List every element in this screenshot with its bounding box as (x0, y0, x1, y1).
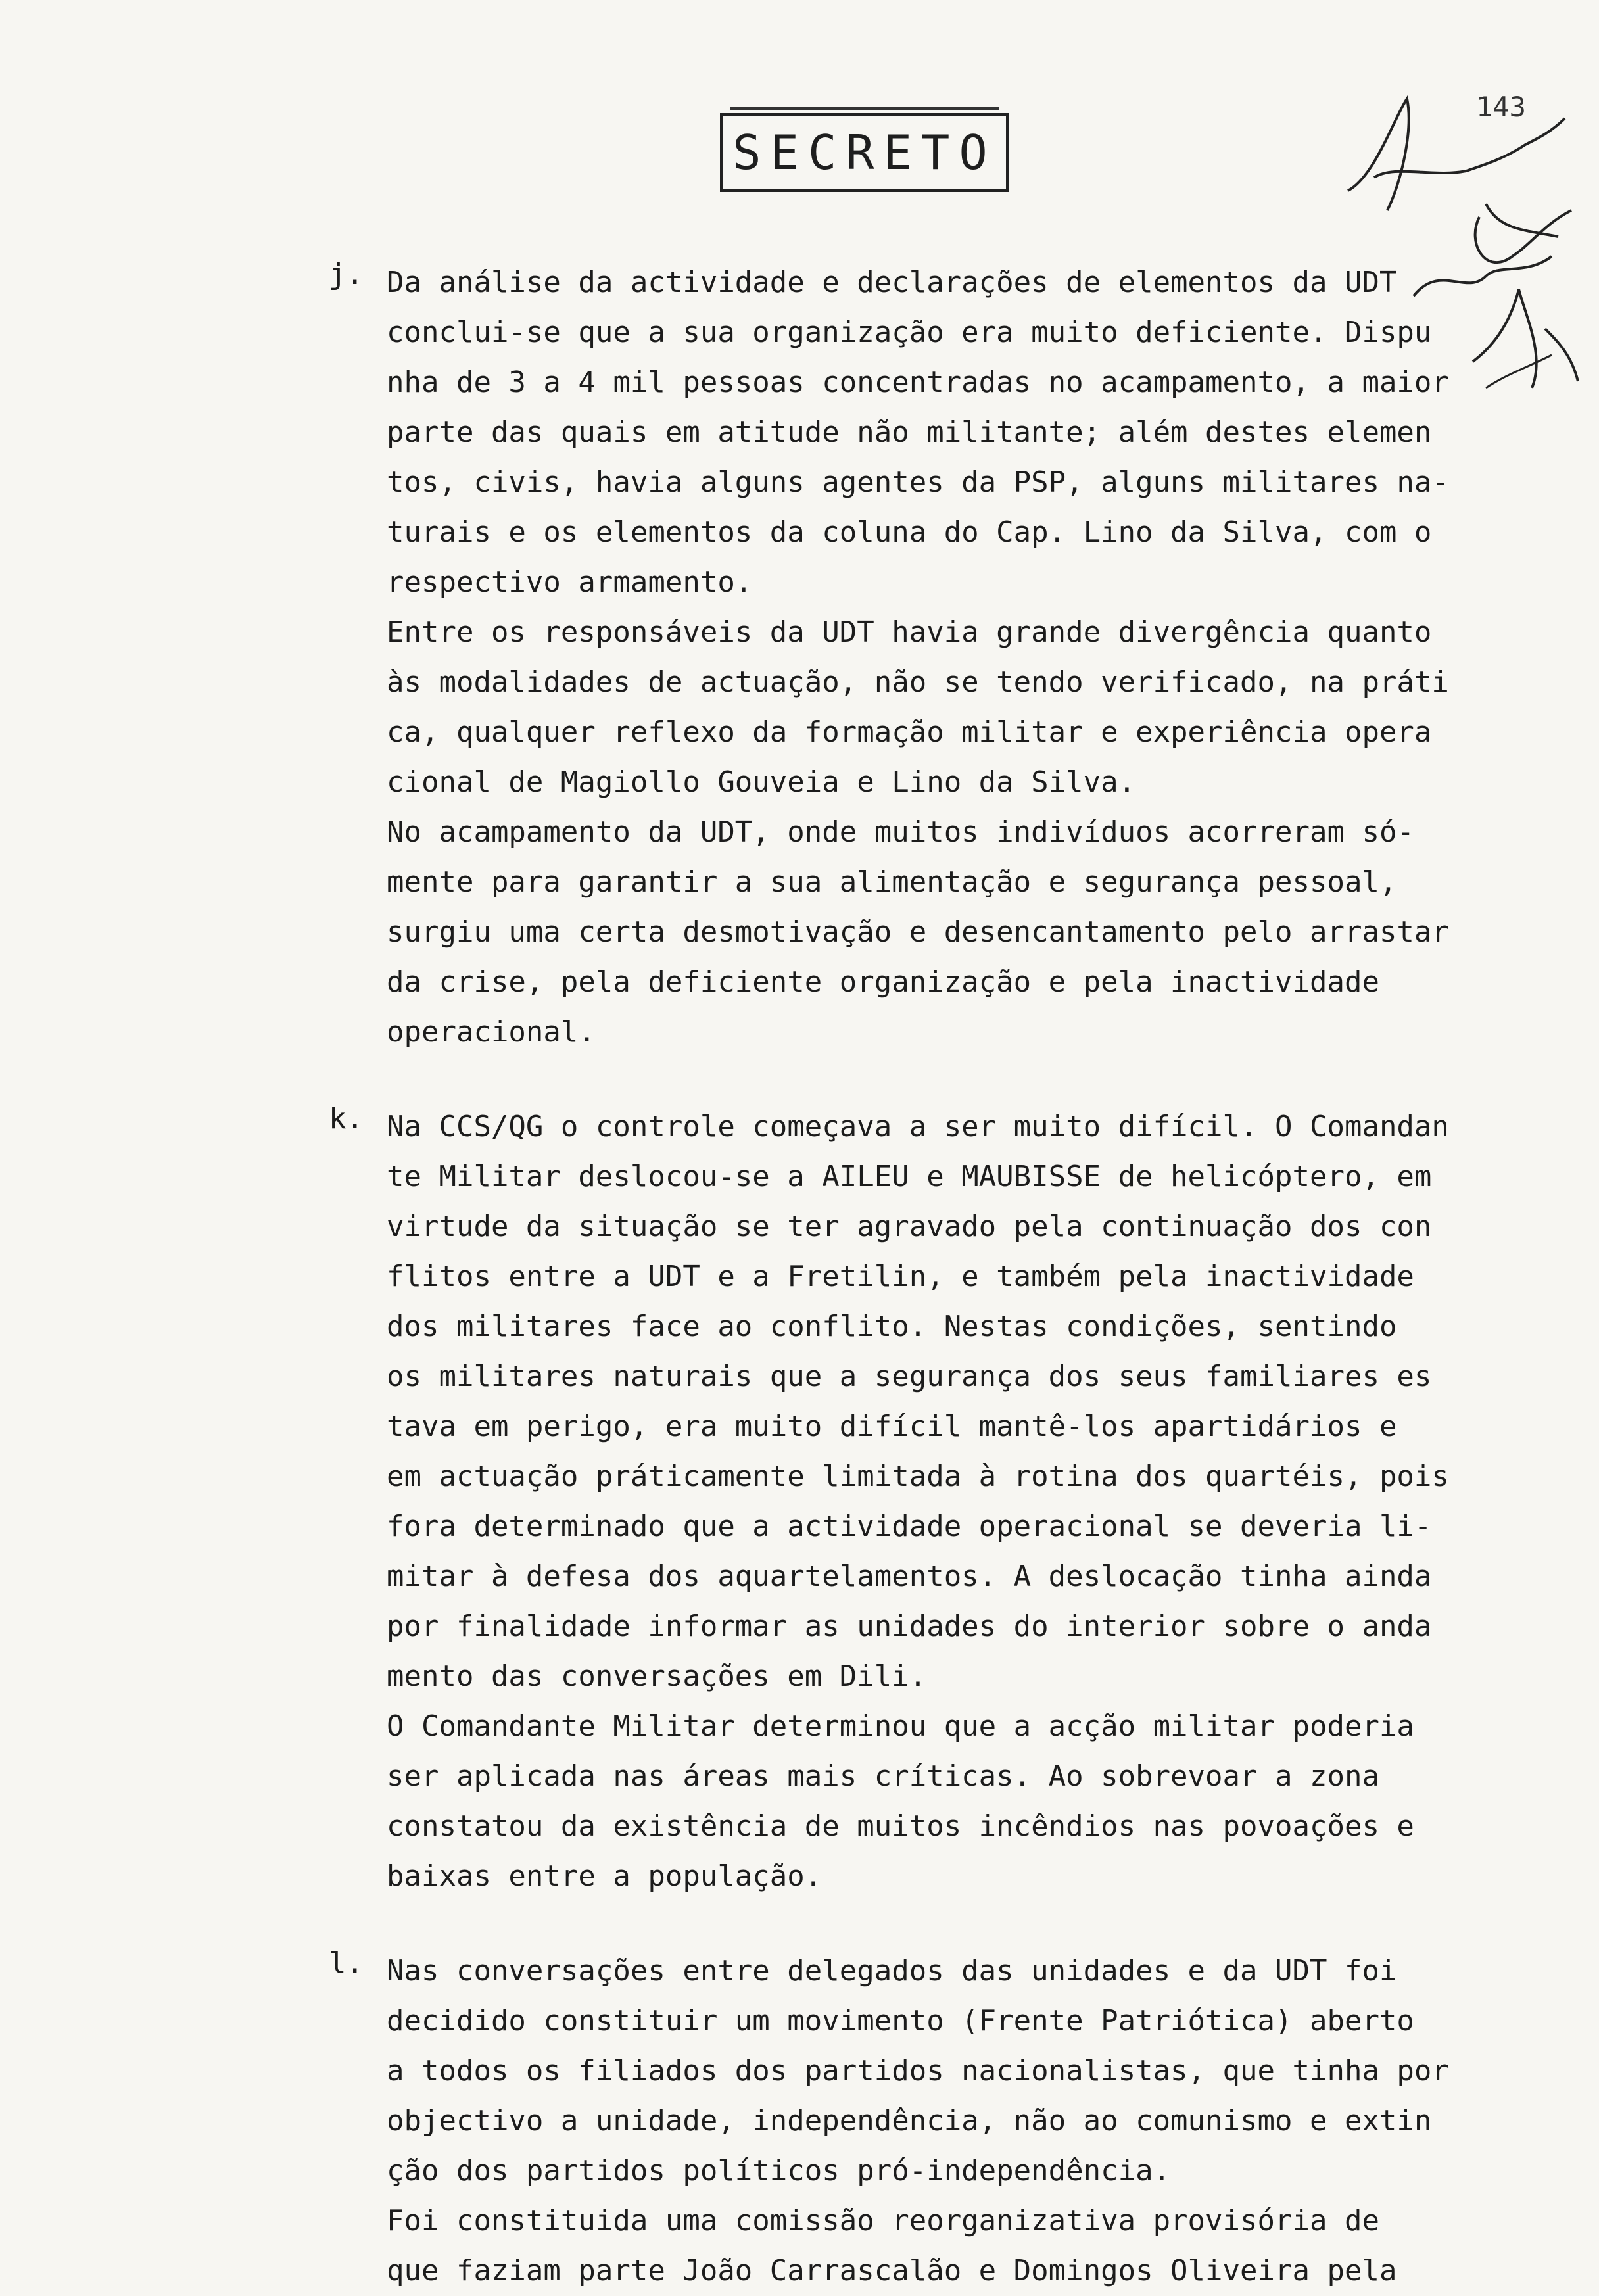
text-line: os militares naturais que a segurança dos seus familiares es (387, 1360, 1432, 1393)
stamp-text: SECRETO (732, 125, 997, 180)
item-letter: j. (329, 258, 364, 291)
text-line: surgiu uma certa desmotivação e desencantamento pelo arrastar (387, 915, 1449, 949)
text-line: cional de Magiollo Gouveia e Lino da Silva. (387, 765, 1136, 799)
text-line: ca, qualquer reflexo da formação militar e experiência opera (387, 715, 1432, 749)
text-line: respectivo armamento. (387, 565, 753, 599)
text-line: virtude da situação se ter agravado pela continuação dos con (387, 1210, 1432, 1243)
text-line: tava em perigo, era muito difícil mantê-los apartidários e (387, 1410, 1397, 1443)
text-line: O Comandante Militar determinou que a acção militar poderia (387, 1710, 1414, 1743)
text-line: mente para garantir a sua alimentação e segurança pessoal, (387, 865, 1397, 899)
text-line: baixas entre a população. (387, 1859, 823, 1893)
text-line: que faziam parte João Carrascalão e Domingos Oliveira pela (387, 2254, 1397, 2287)
text-line: da crise, pela deficiente organização e pela inactividade (387, 965, 1379, 999)
text-line: ção dos partidos políticos pró-independência. (387, 2154, 1171, 2188)
text-line: operacional. (387, 1015, 596, 1049)
text-line: objectivo a unidade, independência, não ao comunismo e extin (387, 2104, 1432, 2138)
text-line: mento das conversações em Dili. (387, 1660, 927, 1693)
text-line: Na CCS/QG o controle começava a ser muito difícil. O Comandan (387, 1110, 1449, 1143)
text-line: mitar à defesa dos aquartelamentos. A deslocação tinha ainda (387, 1560, 1432, 1593)
text-line: às modalidades de actuação, não se tendo verificado, na práti (387, 665, 1449, 699)
text-line: Foi constituida uma comissão reorganizativa provisória de (387, 2204, 1379, 2237)
text-line: nha de 3 a 4 mil pessoas concentradas no acampamento, a maior (387, 366, 1449, 399)
text-line: constatou da existência de muitos incêndios nas povoações e (387, 1809, 1414, 1843)
item-letter: l. (329, 1946, 364, 1980)
text-line: Nas conversações entre delegados das unidades e da UDT foi (387, 1954, 1397, 1988)
item-letter: k. (329, 1102, 364, 1136)
text-line: ser aplicada nas áreas mais críticas. Ao sobrevoar a zona (387, 1759, 1379, 1793)
text-line: flitos entre a UDT e a Fretilin, e também pela inactividade (387, 1260, 1414, 1293)
paragraph (387, 1102, 1544, 1901)
secret-stamp (720, 113, 1009, 192)
text-line: decidido constituir um movimento (Frente Patriótica) aberto (387, 2004, 1414, 2038)
page-number: 143 (1476, 91, 1526, 123)
text-line: turais e os elementos da coluna do Cap. Lino da Silva, com o (387, 515, 1432, 549)
text-line: a todos os filiados dos partidos nacionalistas, que tinha por (387, 2054, 1449, 2088)
text-line: parte das quais em atitude não militante; além destes elemen (387, 416, 1432, 449)
paragraph (387, 1946, 1544, 2296)
text-line: Da análise da actividade e declarações de elementos da UDT (387, 266, 1397, 299)
paragraph (387, 258, 1544, 1057)
text-line: por finalidade informar as unidades do interior sobre o anda (387, 1610, 1432, 1643)
text-line: conclui-se que a sua organização era muito deficiente. Dispu (387, 316, 1432, 349)
text-line: tos, civis, havia alguns agentes da PSP, alguns militares na- (387, 466, 1449, 499)
text-line: te Militar deslocou-se a AILEU e MAUBISSE de helicóptero, em (387, 1160, 1432, 1193)
text-line: Entre os responsáveis da UDT havia grande divergência quanto (387, 615, 1432, 649)
text-line: dos militares face ao conflito. Nestas condições, sentindo (387, 1310, 1397, 1343)
text-line: fora determinado que a actividade operacional se deveria li- (387, 1510, 1432, 1543)
text-line: No acampamento da UDT, onde muitos indivíduos acorreram só- (387, 815, 1414, 849)
text-line: em actuação práticamente limitada à rotina dos quartéis, pois (387, 1460, 1449, 1493)
